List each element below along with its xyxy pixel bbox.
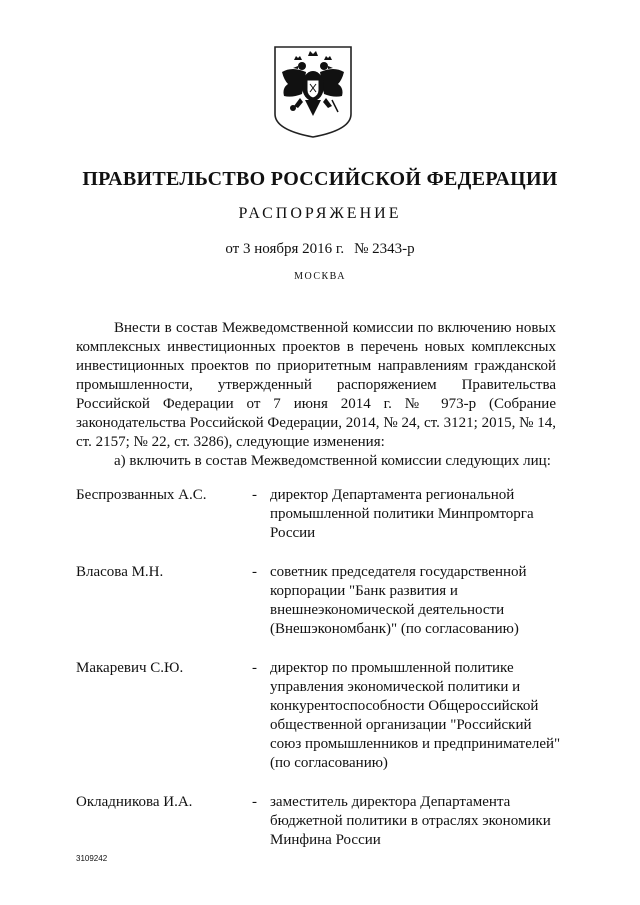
document-date: от 3 ноября 2016 г.: [225, 241, 345, 257]
person-dash: -: [252, 660, 257, 676]
person-entry: [76, 659, 566, 773]
person-role: советник председателя государственной корпорации "Банк развития и внешнеэкономической деятельности (Внешэкономбанк)" (по согласованию): [270, 564, 527, 637]
document-body: [76, 319, 556, 471]
body-subitem: а) включить в состав Межведомственной комиссии следующих лиц:: [114, 453, 551, 469]
person-name: Окладникова И.А.: [76, 794, 193, 810]
person-dash: -: [252, 487, 257, 503]
body-paragraph: Внести в состав Межведомственной комиссии по включению новых комплексных инвестиционных проектов в перечень новых комплексных инвестиционных проектов по приоритетным направлениям гражданской промышленности, утвержденный распоряжением Правительства Российской Федерации от 7 июня 2014 г. № 973-р (Собрание законодательства Российской Федерации, 2014, № 24, ст. 3121; 2015, № 14, ст. 2157; № 22, ст. 3286), следующие изменения:: [76, 320, 556, 450]
document-date-line: [0, 241, 640, 258]
person-dash: -: [252, 564, 257, 580]
person-entry: [76, 563, 566, 639]
document-city: МОСКВА: [294, 271, 346, 282]
person-entry: [76, 793, 566, 850]
person-entry: [76, 486, 566, 543]
footer-code: 3109242: [76, 854, 108, 863]
person-dash: -: [252, 794, 257, 810]
document-type: РАСПОРЯЖЕНИЕ: [238, 205, 402, 222]
coat-of-arms-icon: [272, 44, 354, 140]
person-name: Макаревич С.Ю.: [76, 660, 184, 676]
government-title: ПРАВИТЕЛЬСТВО РОССИЙСКОЙ ФЕДЕРАЦИИ: [82, 168, 558, 190]
person-role: директор по промышленной политике управления экономической политики и конкурентоспособности Общероссийской общественной организации "Российский союз промышленников и предпринимателей" (по согласованию): [270, 660, 561, 771]
person-role: директор Департамента региональной промышленной политики Минпромторга России: [270, 487, 534, 541]
document-number: № 2343-р: [354, 241, 415, 257]
person-name: Беспрозванных А.С.: [76, 487, 207, 503]
people-list: [76, 486, 566, 870]
person-role: заместитель директора Департамента бюджетной политики в отраслях экономики Минфина России: [270, 794, 551, 848]
person-name: Власова М.Н.: [76, 564, 164, 580]
